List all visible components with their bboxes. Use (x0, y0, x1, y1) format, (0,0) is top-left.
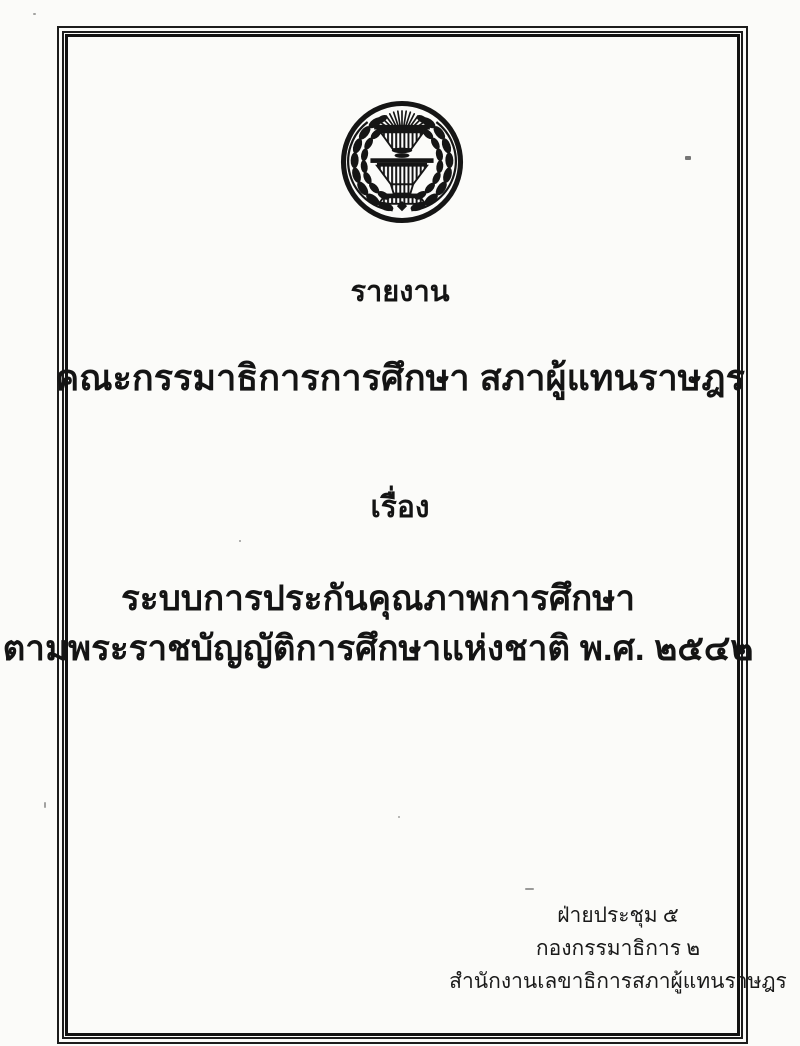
footer-meeting-division: ฝ่ายประชุม ๕ (557, 903, 679, 927)
scan-speck (44, 802, 46, 808)
subject-label: เรื่อง (370, 491, 430, 524)
footer-secretariat-office: สำนักงานเลขาธิการสภาผู้แทนราษฎร (449, 969, 787, 993)
scan-speck (33, 13, 36, 15)
scan-speck (525, 888, 534, 890)
scan-speck (239, 540, 241, 542)
parliament-seal-icon (337, 97, 467, 227)
scan-speck (685, 156, 691, 160)
scan-speck (398, 816, 400, 818)
issuing-office-block (418, 899, 800, 998)
footer-committee-bureau: กองกรรมาธิการ ๒ (535, 936, 701, 960)
committee-name: คณะกรรมาธิการการศึกษา สภาผู้แทนราษฎร (55, 357, 745, 398)
report-title-line2: ตามพระราชบัญญัติการศึกษาแห่งชาติ พ.ศ. ๒๕๔๒ (2, 629, 754, 668)
report-label: รายงาน (350, 276, 450, 308)
report-title-line1: ระบบการประกันคุณภาพการศึกษา (120, 579, 636, 618)
